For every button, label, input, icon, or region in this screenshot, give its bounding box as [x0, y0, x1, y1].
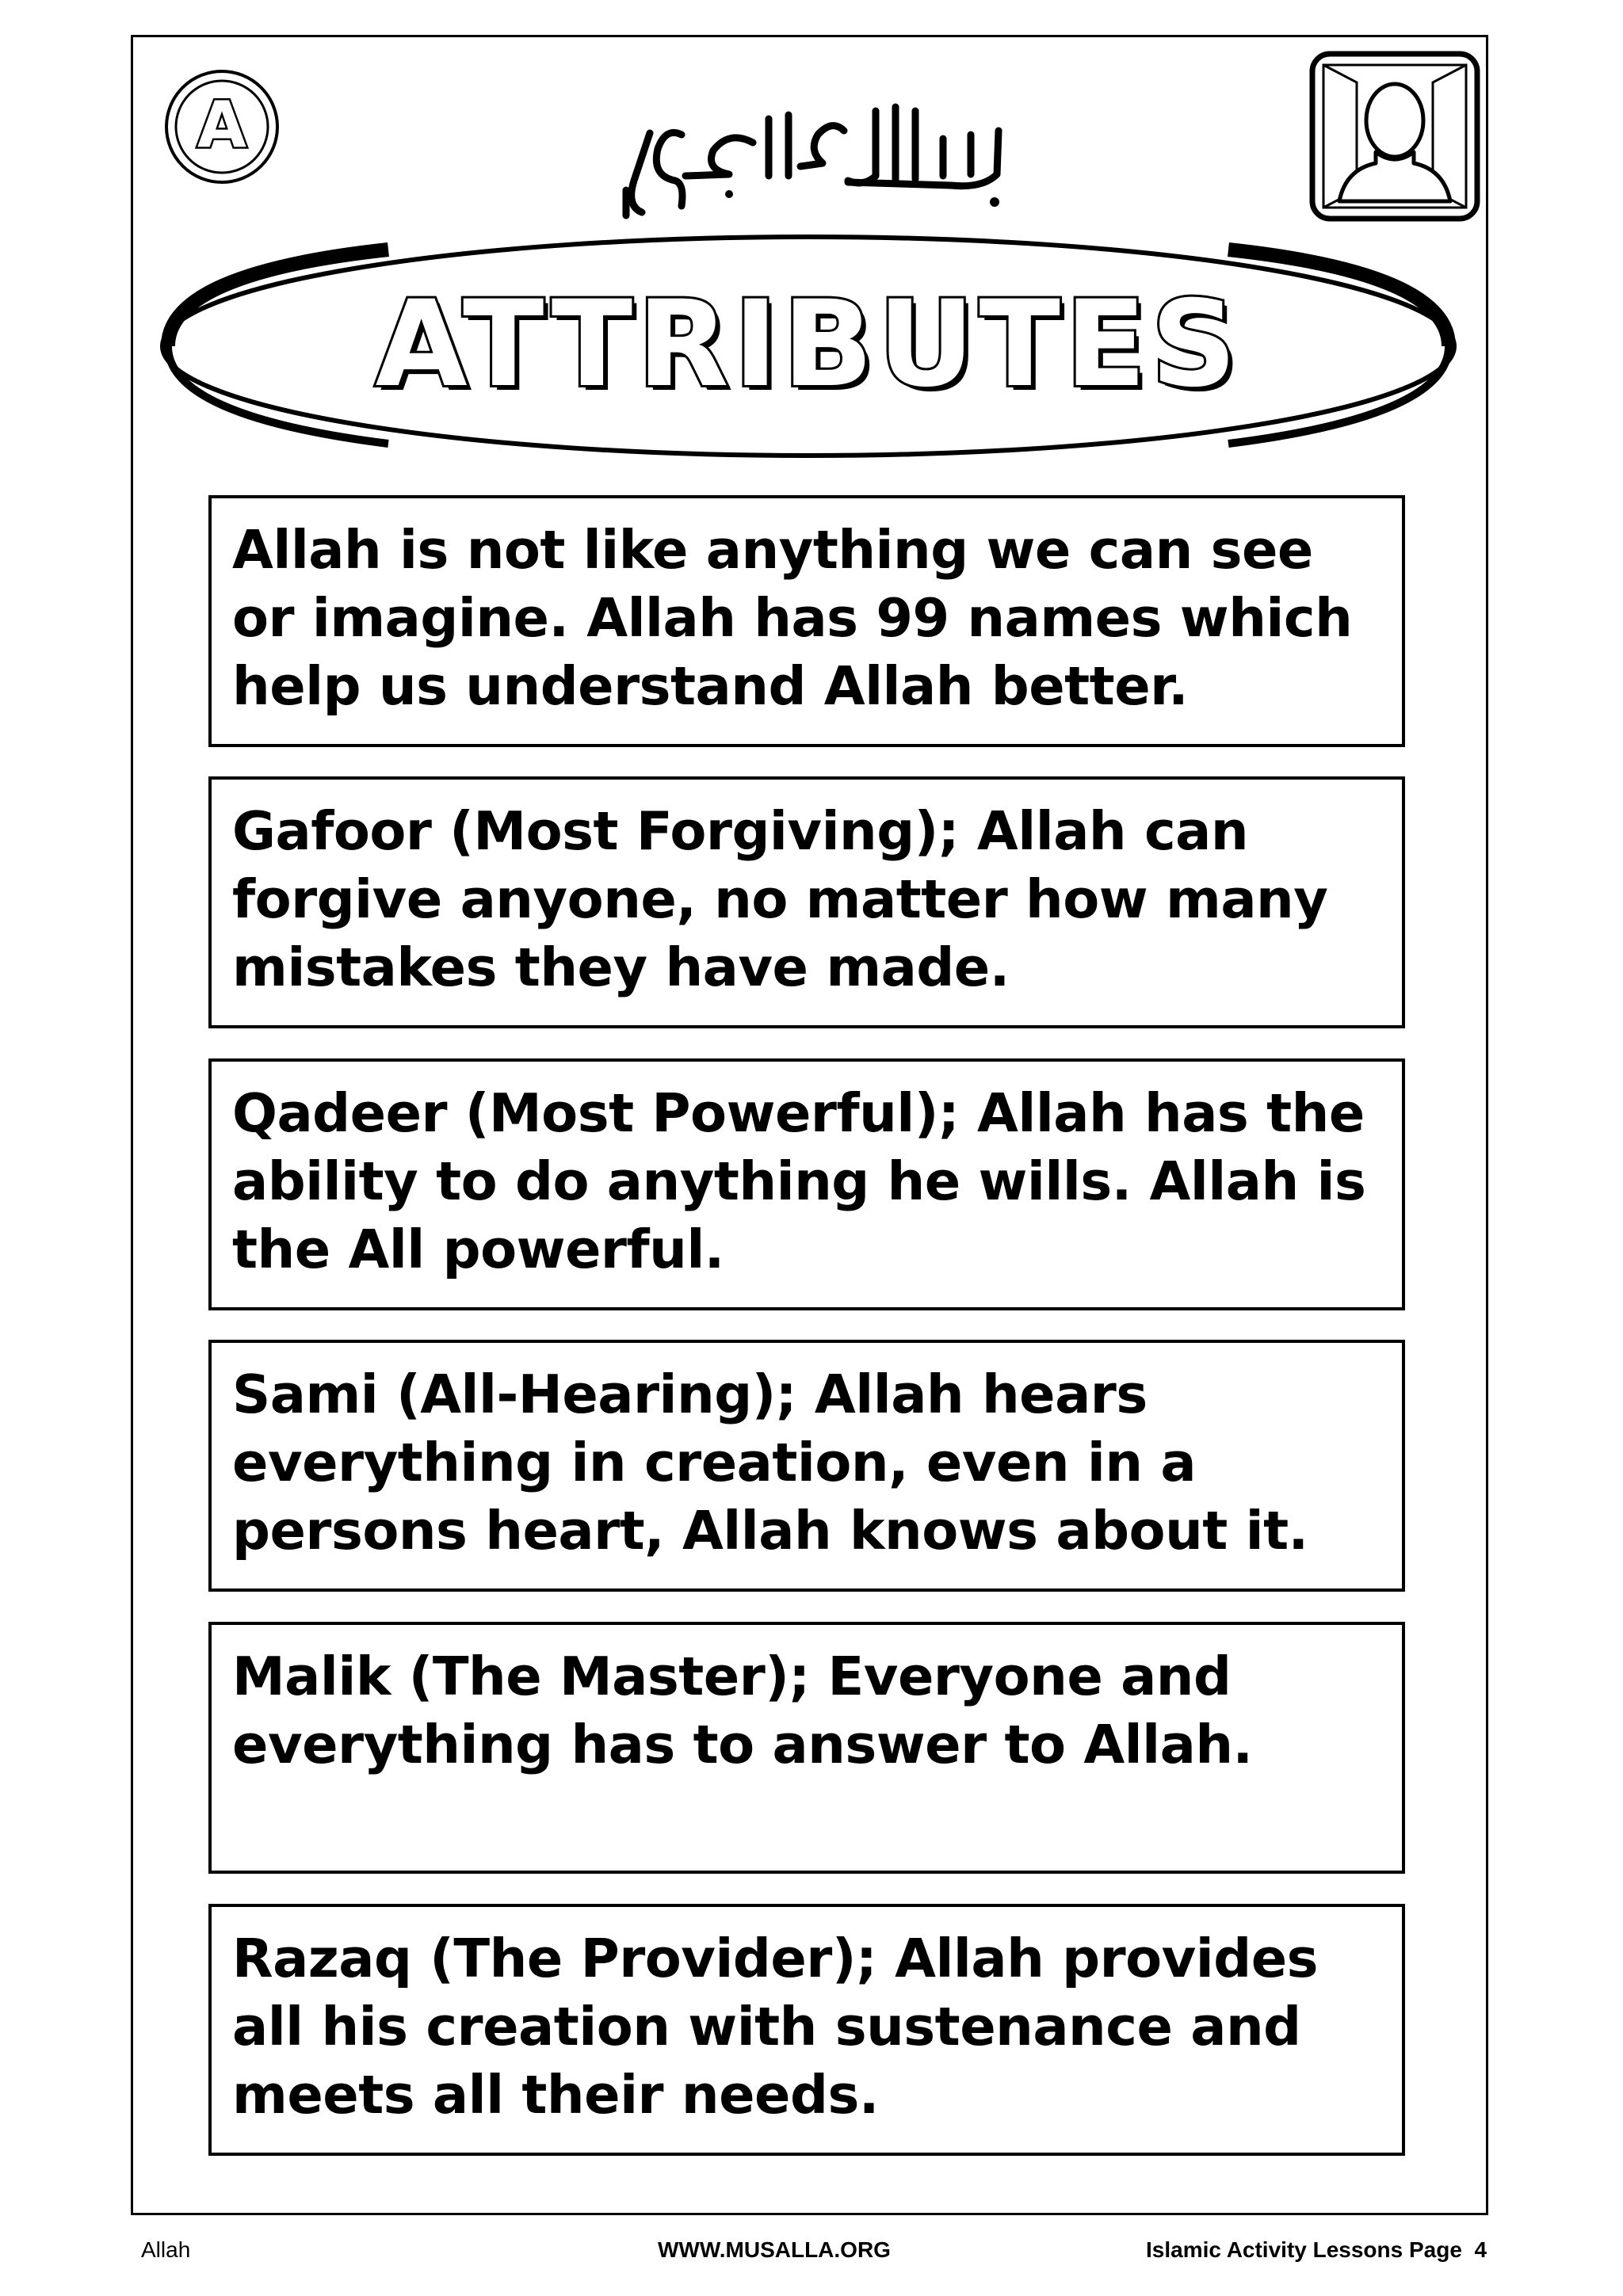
bismillah-calligraphy: [610, 87, 1014, 222]
badge-letter: A: [197, 88, 246, 162]
attribute-card-qadeer: Qadeer (Most Powerful); Allah has the ability to do anything he wills. Allah is the All powerful.: [208, 1058, 1405, 1310]
footer-page-number: Islamic Activity Lessons Page 4: [1146, 2237, 1487, 2262]
attribute-card-sami: Sami (All-Hearing); Allah hears everything in creation, even in a persons heart, Allah knows about it.: [208, 1340, 1405, 1592]
attribute-card-gafoor: Gafoor (Most Forgiving); Allah can forgive anyone, no matter how many mistakes they have made.: [208, 776, 1405, 1028]
attribute-card-malik: Malik (The Master); Everyone and everything has to answer to Allah.: [208, 1622, 1405, 1874]
letter-a-badge-icon: [162, 67, 281, 186]
attribute-card-razaq: Razaq (The Provider); Allah provides all his creation with sustenance and meets all their needs.: [208, 1904, 1405, 2156]
person-avatar-icon: [1309, 51, 1480, 222]
footer-website: WWW.MUSALLA.ORG: [658, 2237, 891, 2262]
footer-topic: Allah: [141, 2237, 191, 2262]
attribute-card-intro: Allah is not like anything we can see or imagine. Allah has 99 names which help us understand Allah better.: [208, 495, 1405, 747]
page-title: ATTRIBUTES: [375, 276, 1242, 414]
